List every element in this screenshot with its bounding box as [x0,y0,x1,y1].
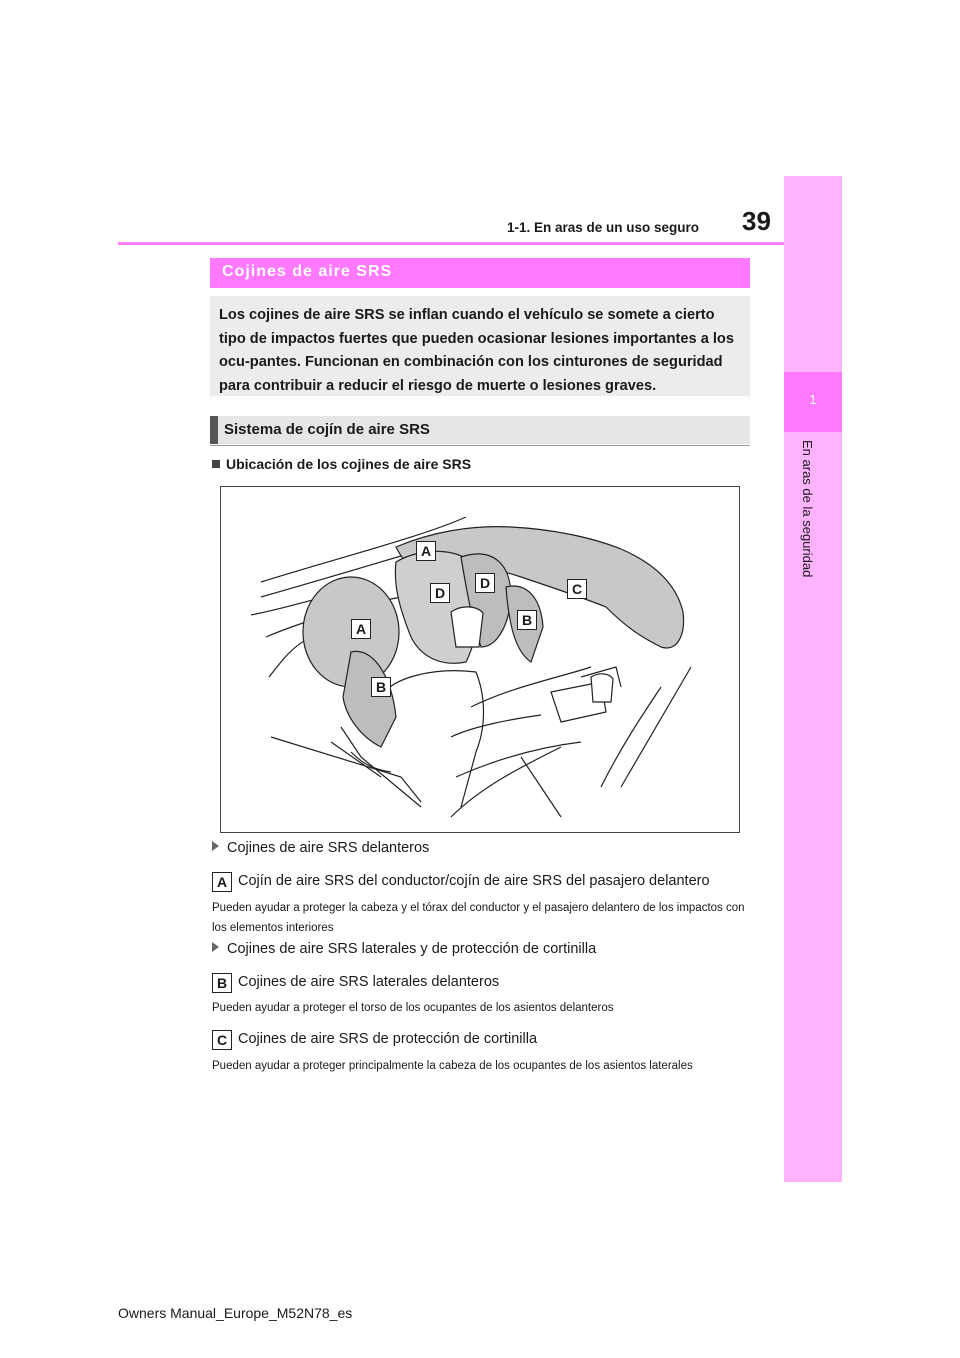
car-interior-illustration [221,487,739,832]
figure-label: A [416,541,436,561]
list-item [212,1030,537,1050]
note-text: Pueden ayudar a proteger principalmente la cabeza de los ocupantes de los asientos laterales [212,1060,693,1072]
square-bullet-icon [212,460,220,468]
subsection-title: Sistema de cojín de aire SRS [224,421,430,438]
figure-label: D [475,573,495,593]
chapter-number: 1 [809,392,817,407]
intro-text: Los cojines de aire SRS se inflan cuando el vehículo se somete a cierto tipo de impactos fuertes que pueden ocasionar lesiones importantes a los ocu-pantes. Funcionan en combinación con los cinturones de seguridad para contribuir a reducir el riesgo de muerte o lesiones graves. [219,307,734,394]
badge-label: A [212,872,232,892]
list-item-text: Cojín de aire SRS del conductor/cojín de aire SRS del pasajero delantero [238,873,710,889]
chapter-title [800,440,826,620]
list-item-text: Cojines de aire SRS delanteros [227,840,430,856]
section-title-bar [210,258,750,288]
arrow-bullet-icon [212,841,219,851]
section-title: Cojines de aire SRS [222,263,393,280]
airbag-location-figure [220,486,740,833]
location-heading-text: Ubicación de los cojines de aire SRS [226,456,472,472]
list-item [212,973,499,993]
subsection-heading [210,416,750,444]
list-item-text: Cojines de aire SRS laterales delanteros [238,974,500,990]
figure-label: C [567,579,587,599]
chapter-title-text: En aras de la seguridad [800,440,815,578]
list-item [212,840,429,856]
chapter-side-strip [784,176,842,1182]
figure-label: B [371,677,391,697]
figure-label: D [430,583,450,603]
list-item [212,872,710,892]
footer-text: Owners Manual_Europe_M52N78_es [118,1305,353,1321]
note-text: Pueden ayudar a proteger la cabeza y el tórax del conductor y el pasajero delantero de los impactos con los elementos interiores [212,902,745,934]
header-rule [118,242,784,245]
location-heading [212,456,471,472]
list-item-text: Cojines de aire SRS de protección de cortinilla [238,1031,538,1047]
figure-label: A [351,619,371,639]
badge-label: B [212,973,232,993]
page-number: 39 [742,206,771,236]
arrow-bullet-icon [212,942,219,952]
subsection-rule [210,445,750,446]
section-reference: 1-1. En aras de un uso seguro [507,220,700,235]
figure-label: B [517,610,537,630]
list-item [212,941,596,957]
note-text: Pueden ayudar a proteger el torso de los ocupantes de los asientos delanteros [212,1002,614,1014]
badge-label: C [212,1030,232,1050]
list-item-text: Cojines de aire SRS laterales y de protección de cortinilla [227,941,597,957]
intro-box [210,296,750,396]
